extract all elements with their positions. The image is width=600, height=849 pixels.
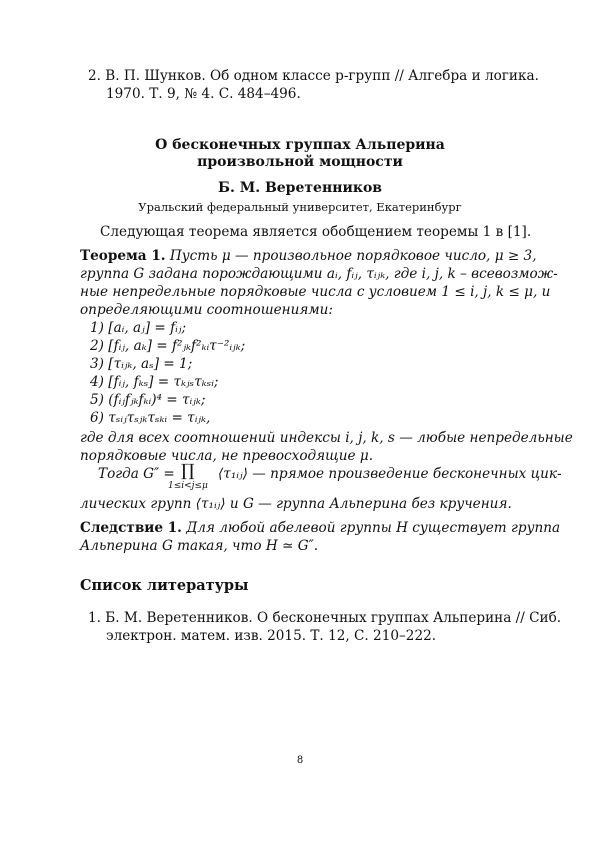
theorem-conclusion-line-2: лических групп ⟨τ₁ᵢⱼ⟩ и G — группа Альперина без кручения.: [80, 496, 512, 512]
product-symbol: ∏: [181, 461, 195, 481]
theorem-line-3: ные непредельные порядковые числа с условием 1 ≤ i, j, k ≤ μ, и: [80, 284, 551, 300]
corollary-line-1: [80, 520, 560, 537]
page-number: 8: [296, 755, 304, 766]
theorem-label: Теорема 1.: [80, 248, 166, 264]
reference-2-line-1: 2. В. П. Шунков. Об одном классе p-групп // Алгебра и логика.: [88, 68, 539, 84]
theorem-line-2: группа G задана порождающими aᵢ, fᵢⱼ, τᵢⱼₖ, где i, j, k – всевозмож-: [80, 266, 558, 282]
theorem-line-1: [80, 248, 537, 265]
article-title-line-1: О бесконечных группах Альперина: [155, 137, 445, 153]
corollary-label: Следствие 1.: [80, 520, 182, 536]
relation-4: 4) [fᵢⱼ, fₖₛ] = τₖⱼₛτₖₛᵢ;: [90, 374, 219, 390]
author-affiliation: Уральский федеральный университет, Екатеринбург: [138, 200, 462, 214]
theorem-text-1: Пусть μ — произвольное порядковое число, μ ≥ 3,: [169, 248, 537, 264]
relation-6: 6) τₛᵢⱼτₛⱼₖτₛₖᵢ = τᵢⱼₖ,: [90, 410, 211, 426]
theorem-after-2: порядковые числа, не превосходящие μ.: [80, 448, 374, 464]
author-name: Б. М. Веретенников: [217, 180, 383, 196]
relation-5: 5) (fᵢⱼfⱼₖfₖᵢ)⁴ = τᵢⱼₖ;: [90, 392, 206, 408]
theorem-conclusion-prefix: Тогда G″ =: [98, 466, 175, 482]
product-subscript: 1≤i<j≤μ: [168, 481, 208, 491]
relation-3: 3) [τᵢⱼₖ, aₛ] = 1;: [90, 356, 193, 372]
corollary-text-1: Для любой абелевой группы H существует группа: [186, 520, 561, 536]
article-title-line-2: произвольной мощности: [197, 154, 403, 170]
corollary-line-2: Альперина G такая, что H ≃ G″.: [80, 538, 319, 554]
relation-1: 1) [aᵢ, aⱼ] = fᵢⱼ;: [90, 320, 187, 336]
reference-2-line-2: 1970. Т. 9, № 4. С. 484–496.: [106, 86, 301, 102]
relation-2: 2) [fᵢⱼ, aₖ] = f²ⱼₖf²ₖᵢτ⁻²ᵢⱼₖ;: [90, 338, 246, 354]
reference-1-line-1: 1. Б. М. Веретенников. О бесконечных группах Альперина // Сиб.: [88, 610, 562, 626]
reference-1-line-2: электрон. матем. изв. 2015. Т. 12, С. 210–222.: [106, 628, 437, 644]
theorem-after-1: где для всех соотношений индексы i, j, k, s — любые непредельные: [80, 430, 573, 446]
theorem-line-4: определяющими соотношениями:: [80, 302, 333, 318]
references-heading: Список литературы: [80, 577, 249, 594]
intro-paragraph: Следующая теорема является обобщением теоремы 1 в [1].: [100, 224, 532, 240]
theorem-conclusion-suffix: ⟨τ₁ᵢⱼ⟩ — прямое произведение бесконечных цик-: [218, 466, 562, 482]
